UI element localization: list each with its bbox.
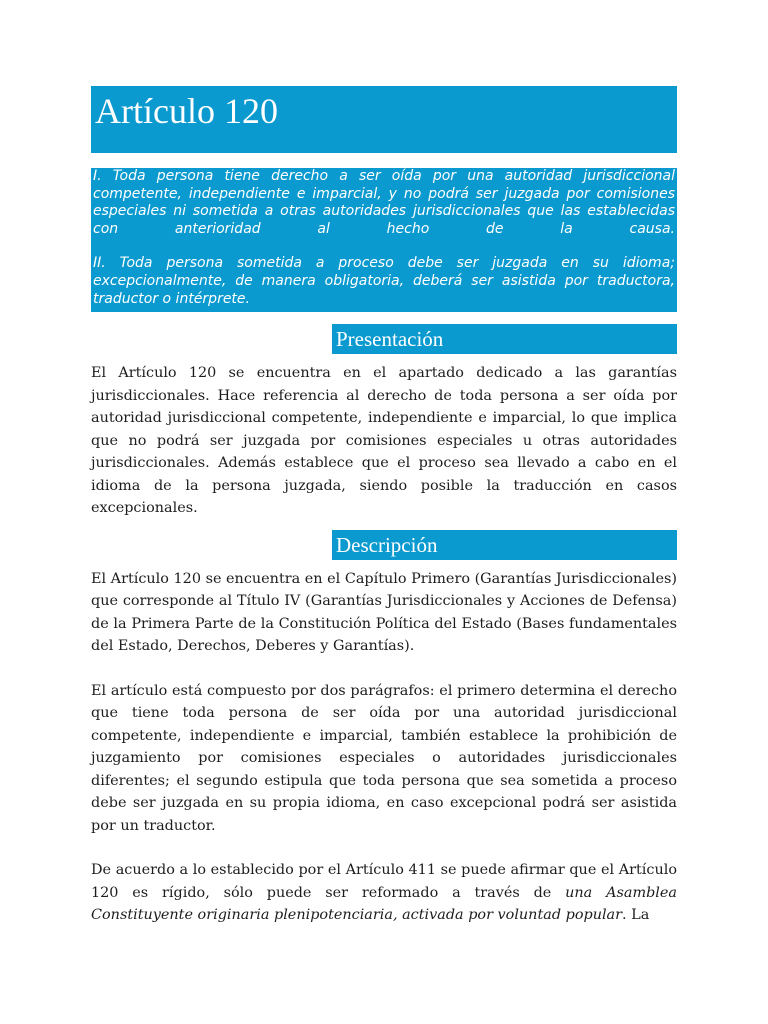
presentacion-paragraph: El Artículo 120 se encuentra en el apartado dedicado a las garantías jurisdiccionales. Hace referencia al derecho de toda persona a ser oída por autoridad jurisdiccional competente, independiente e imparcial, lo que implica que no podrá ser juzgada por comisiones especiales u otras autoridades jurisdiccionales. Además establece que el proceso sea llevado a cabo en el idioma de la persona juzgada, siendo posible la traducción en casos excepcionales. — [91, 365, 677, 516]
paragraph-3-italic: una Asamblea Constituyente originaria plenipotenciaria, activada por voluntad popular — [91, 884, 677, 923]
paragraph-gap — [93, 238, 675, 255]
section-heading-descripcion: Descripción — [332, 530, 677, 560]
descripcion-paragraph-2: El artículo está compuesto por dos parágrafos: el primero determina el derecho que tiene toda persona de ser oída por una autoridad jurisdiccional competente, independiente e imparcial, también establece la prohibición de juzgamiento por comisiones especiales o autoridades jurisdiccionales diferentes; el segundo estipula que toda persona que sea sometida a proceso debe ser juzgada en su propia idioma, en caso excepcional podrá ser asistida por un traductor. — [91, 682, 677, 834]
article-paragraph-1: I. Toda persona tiene derecho a ser oída por una autoridad jurisdiccional competente, independiente e imparcial, y no podrá ser juzgada por comisiones especiales ni sometida a otras autoridades jurisdiccionales que las establecidas con anterioridad al hecho de la causa. — [93, 168, 675, 237]
page-title: Artículo 120 — [95, 91, 278, 131]
article-paragraph-2: II. Toda persona sometida a proceso debe ser juzgada en su idioma; excepcionalmente, de manera obligatoria, deberá ser asistida por traductora, traductor o intérprete. — [93, 255, 675, 307]
descripcion-paragraph-1: El Artículo 120 se encuentra en el Capítulo Primero (Garantías Jurisdiccionales) que corresponde al Título IV (Garantías Jurisdiccionales y Acciones de Defensa) de la Primera Parte de la Constitución Política del Estado (Bases fundamentales del Estado, Derechos, Deberes y Garantías). — [91, 570, 677, 654]
title-banner — [91, 86, 677, 153]
article-text-box — [91, 168, 677, 312]
document-page — [91, 86, 677, 927]
paragraph-3-start: De acuerdo a lo establecido por el Artículo 411 se puede afirmar que el Artículo 120 es rígido, sólo puede ser reformado a través de — [91, 862, 677, 901]
section-heading-presentacion: Presentación — [332, 324, 677, 354]
paragraph-3-end: . La — [622, 907, 650, 923]
descripcion-paragraph-3 — [91, 859, 677, 927]
